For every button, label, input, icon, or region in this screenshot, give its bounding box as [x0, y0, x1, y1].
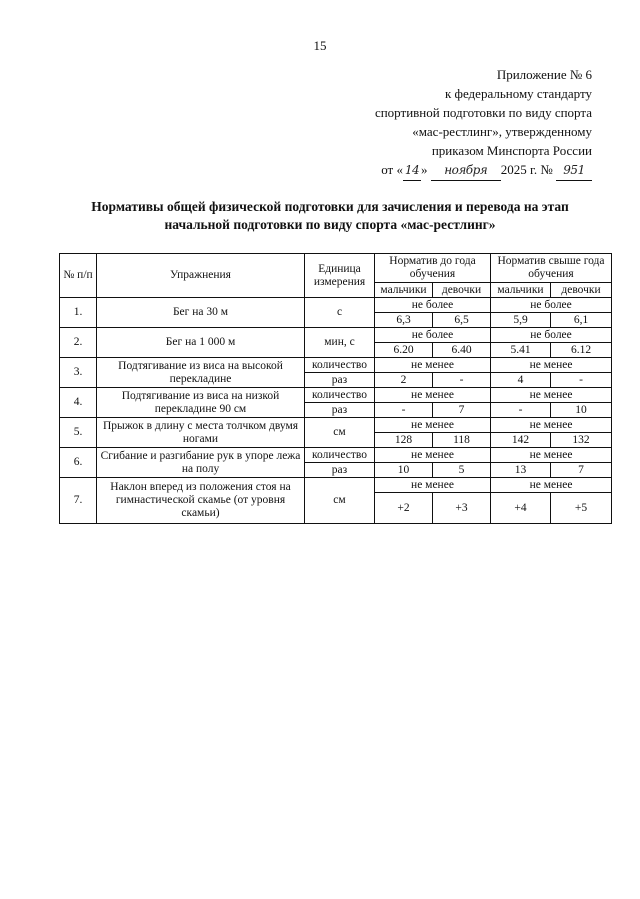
value-boys-first-year: -	[375, 403, 433, 418]
appendix-title: Приложение № 6	[496, 67, 592, 82]
value-boys-after: 5.41	[491, 343, 551, 358]
value-girls-first-year: 118	[433, 433, 491, 448]
date-mid: »	[420, 162, 428, 177]
table-row	[60, 298, 612, 313]
value-girls-after: +5	[551, 493, 612, 524]
row-caption-after-first-year: не менее	[491, 448, 612, 463]
row-num: 4.	[60, 388, 97, 418]
row-num: 6.	[60, 448, 97, 478]
value-boys-after: -	[491, 403, 551, 418]
value-girls-after: 132	[551, 433, 612, 448]
row-caption-first-year: не более	[375, 328, 491, 343]
header-exercise: Упражнения	[97, 254, 305, 298]
row-caption-after-first-year: не менее	[491, 418, 612, 433]
row-num: 1.	[60, 298, 97, 328]
title-line-2: начальной подготовки по виду спорта «мас-рестлинг»	[164, 217, 496, 232]
value-girls-after: 6,1	[551, 313, 612, 328]
row-num: 5.	[60, 418, 97, 448]
table-row	[60, 448, 612, 463]
value-boys-after: +4	[491, 493, 551, 524]
row-unit-top: количество	[305, 358, 375, 373]
title-line-1: Нормативы общей физической подготовки для зачисления и перевода на этап	[91, 199, 569, 214]
row-exercise: Подтягивание из виса на высокой перекладине	[97, 358, 305, 388]
value-girls-first-year: 6.40	[433, 343, 491, 358]
value-girls-first-year: 6,5	[433, 313, 491, 328]
value-boys-first-year: +2	[375, 493, 433, 524]
table-row	[60, 358, 612, 373]
row-exercise: Бег на 30 м	[97, 298, 305, 328]
appendix-block	[292, 65, 592, 181]
table-row	[60, 418, 612, 433]
date-month: ноября	[431, 161, 501, 181]
header-girls: девочки	[551, 283, 612, 298]
row-caption-after-first-year: не менее	[491, 478, 612, 493]
order-number: 951	[556, 161, 592, 181]
row-caption-first-year: не менее	[375, 388, 491, 403]
value-boys-first-year: 2	[375, 373, 433, 388]
date-day: 14	[403, 161, 421, 181]
value-boys-first-year: 6,3	[375, 313, 433, 328]
row-caption-first-year: не менее	[375, 478, 491, 493]
header-num: № п/п	[60, 254, 97, 298]
row-unit: с	[305, 298, 375, 328]
date-prefix: от «	[381, 162, 403, 177]
header-group-after-first-year: Норматив свыше года обучения	[491, 254, 612, 283]
table-row	[60, 478, 612, 493]
row-caption-after-first-year: не менее	[491, 358, 612, 373]
row-unit-top: количество	[305, 448, 375, 463]
row-exercise: Бег на 1 000 м	[97, 328, 305, 358]
table-row	[60, 388, 612, 403]
appendix-line: приказом Минспорта России	[431, 143, 592, 158]
header-boys: мальчики	[491, 283, 551, 298]
value-boys-after: 142	[491, 433, 551, 448]
row-unit-bottom: раз	[305, 403, 375, 418]
row-exercise: Сгибание и разгибание рук в упоре лежа на полу	[97, 448, 305, 478]
row-exercise: Подтягивание из виса на низкой перекладине 90 см	[97, 388, 305, 418]
row-num: 2.	[60, 328, 97, 358]
row-caption-first-year: не менее	[375, 448, 491, 463]
value-boys-first-year: 128	[375, 433, 433, 448]
value-girls-after: -	[551, 373, 612, 388]
appendix-date-line	[292, 160, 592, 181]
row-exercise: Наклон вперед из положения стоя на гимнастической скамье (от уровня скамьи)	[97, 478, 305, 524]
value-boys-after: 5,9	[491, 313, 551, 328]
value-girls-first-year: 5	[433, 463, 491, 478]
value-girls-first-year: 7	[433, 403, 491, 418]
appendix-line: спортивной подготовки по виду спорта	[374, 105, 592, 120]
row-unit: мин, с	[305, 328, 375, 358]
date-year: 2025 г. №	[500, 162, 553, 177]
row-unit: см	[305, 418, 375, 448]
value-boys-after: 4	[491, 373, 551, 388]
appendix-line: «мас-рестлинг», утвержденному	[412, 124, 592, 139]
value-girls-first-year: +3	[433, 493, 491, 524]
row-exercise: Прыжок в длину с места толчком двумя ногами	[97, 418, 305, 448]
row-caption-first-year: не менее	[375, 358, 491, 373]
value-girls-first-year: -	[433, 373, 491, 388]
row-caption-first-year: не менее	[375, 418, 491, 433]
table-row	[60, 328, 612, 343]
value-boys-first-year: 6.20	[375, 343, 433, 358]
row-num: 7.	[60, 478, 97, 524]
value-girls-after: 10	[551, 403, 612, 418]
row-caption-first-year: не более	[375, 298, 491, 313]
row-unit-bottom: раз	[305, 373, 375, 388]
row-unit: см	[305, 478, 375, 524]
row-caption-after-first-year: не более	[491, 328, 612, 343]
header-girls: девочки	[433, 283, 491, 298]
norms-table	[59, 253, 612, 524]
value-girls-after: 6.12	[551, 343, 612, 358]
value-boys-after: 13	[491, 463, 551, 478]
header-group-first-year: Норматив до года обучения	[375, 254, 491, 283]
header-unit: Единица измерения	[305, 254, 375, 298]
row-unit-top: количество	[305, 388, 375, 403]
document-title	[50, 198, 610, 234]
page-number: 15	[313, 38, 327, 53]
header-boys: мальчики	[375, 283, 433, 298]
row-num: 3.	[60, 358, 97, 388]
value-girls-after: 7	[551, 463, 612, 478]
row-caption-after-first-year: не менее	[491, 388, 612, 403]
appendix-line: к федеральному стандарту	[444, 86, 592, 101]
row-unit-bottom: раз	[305, 463, 375, 478]
row-caption-after-first-year: не более	[491, 298, 612, 313]
value-boys-first-year: 10	[375, 463, 433, 478]
